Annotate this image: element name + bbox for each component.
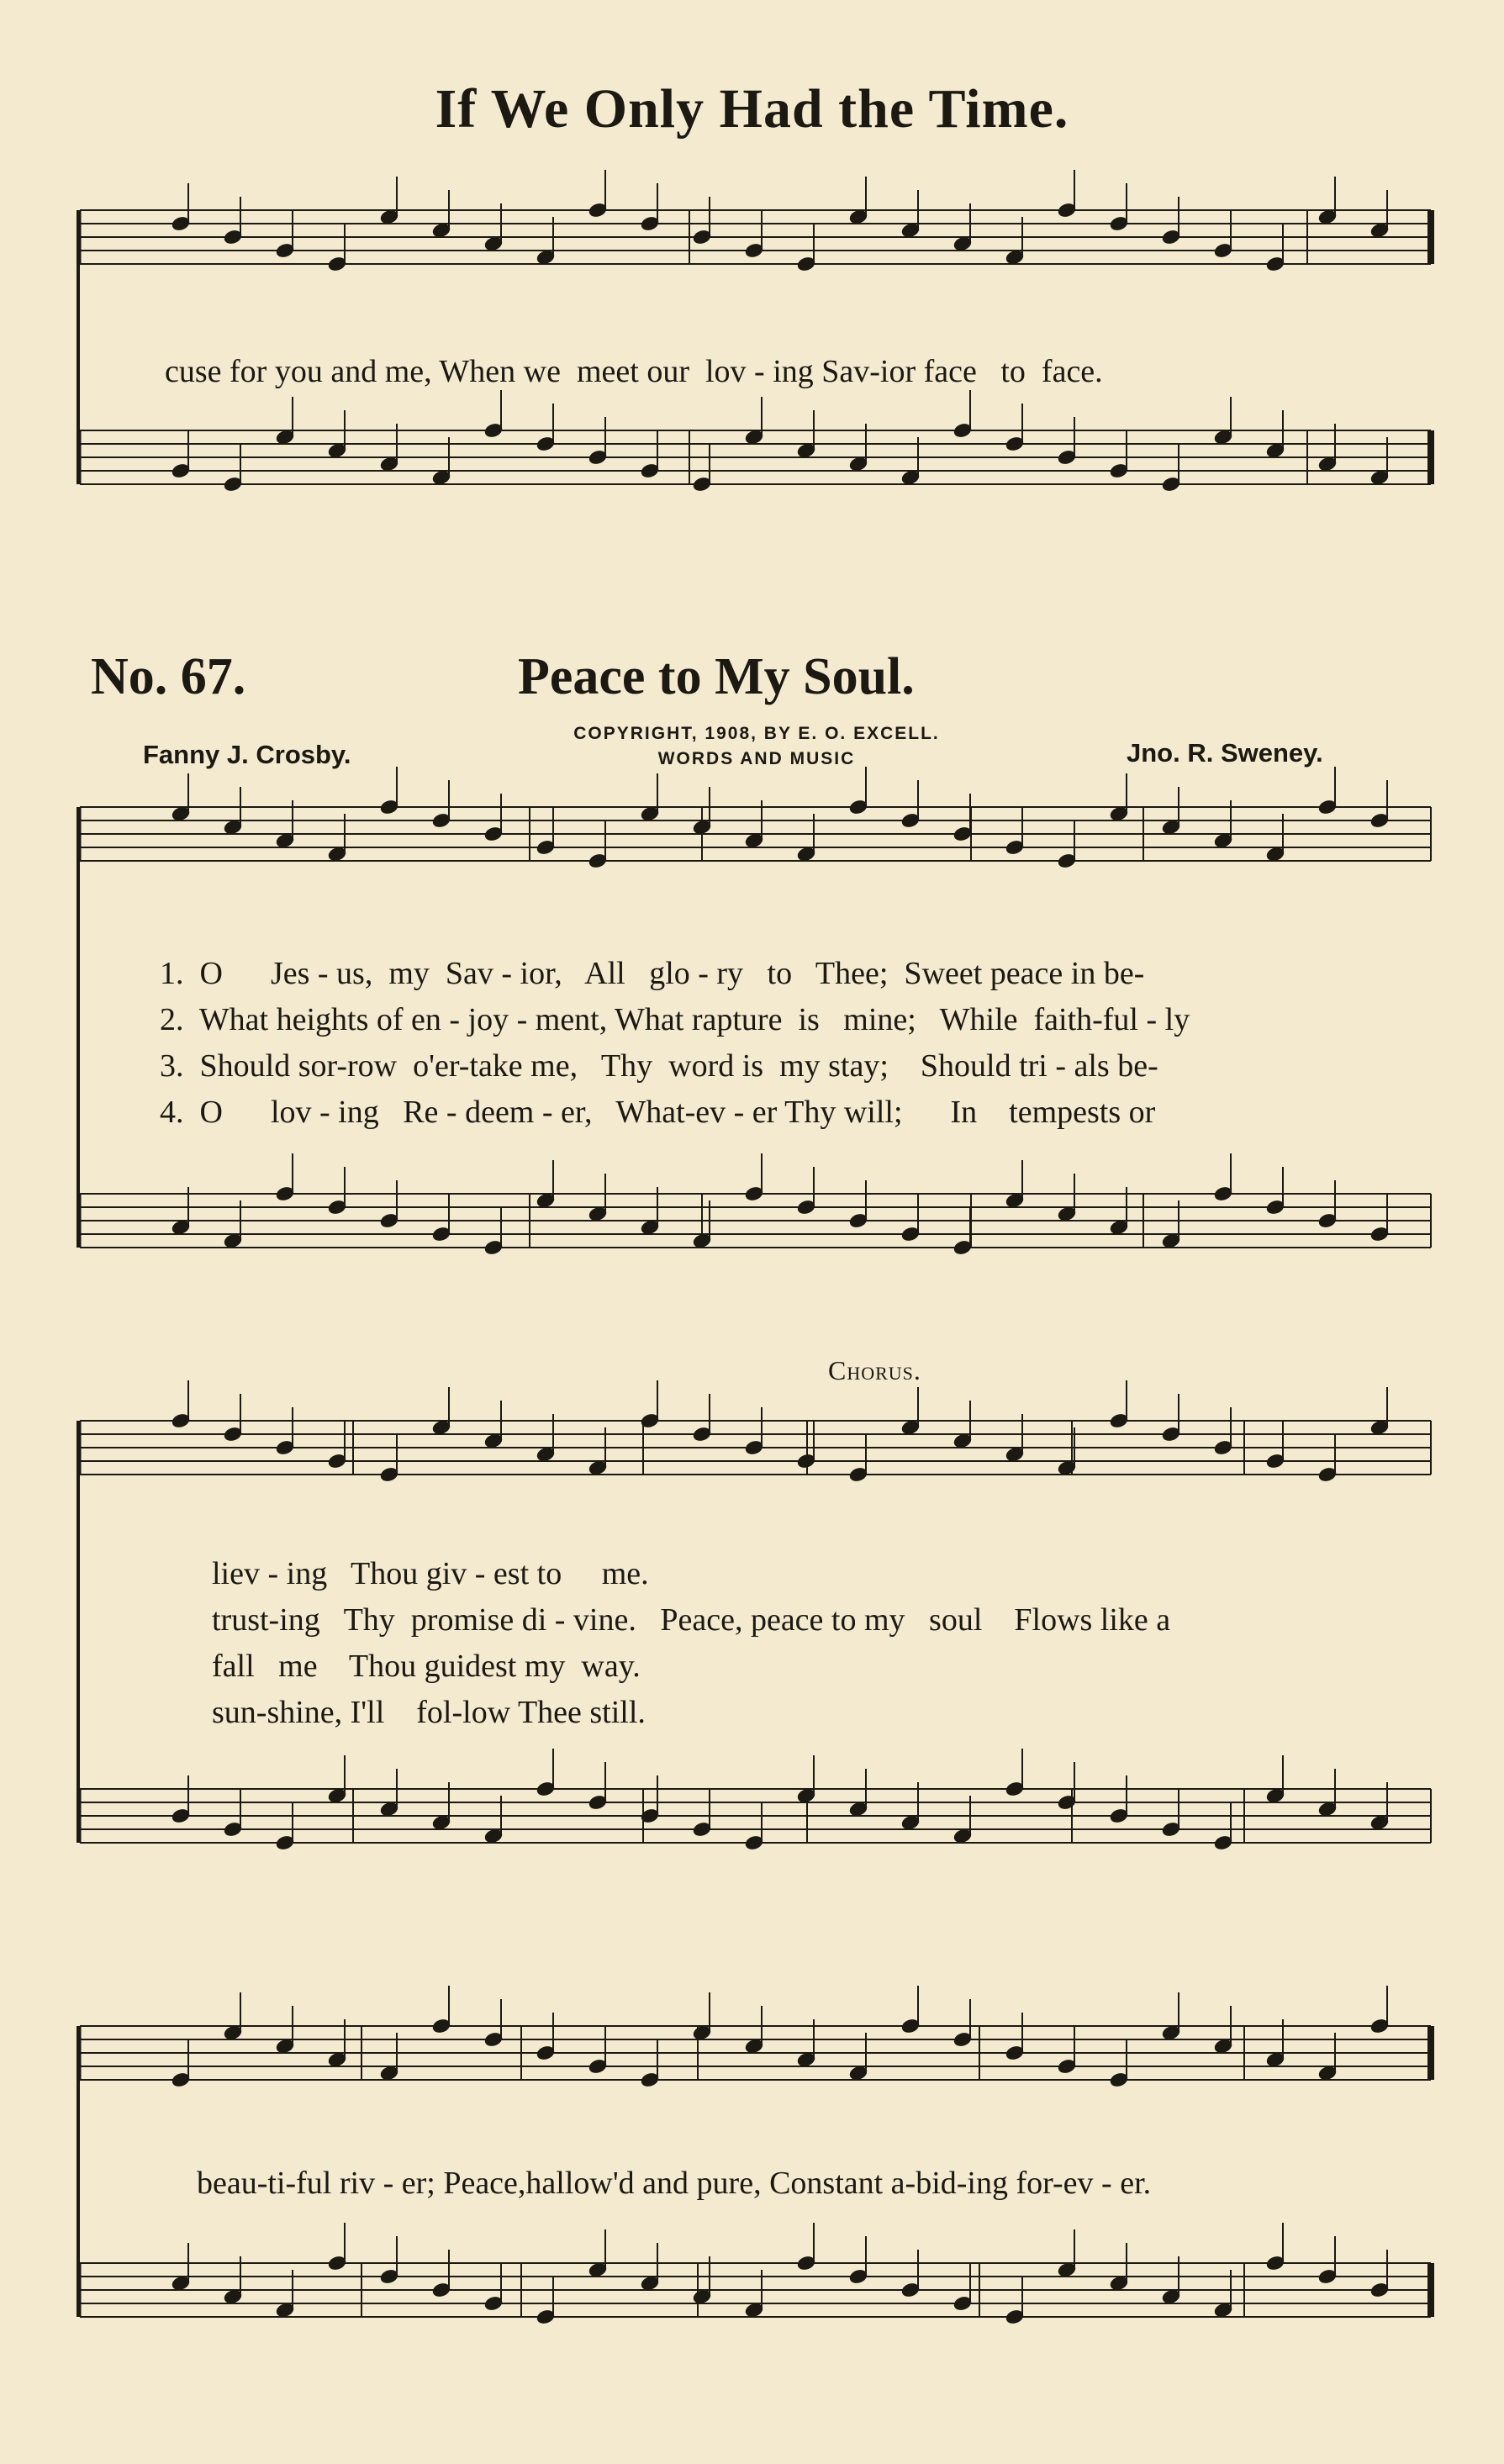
chorus-label: Chorus. <box>828 1355 921 1385</box>
verse-line-1: 1. O Jes - us, my Sav - ior, All glo - ry to Thee; Sweet peace in be- <box>160 956 1145 991</box>
copyright-line: COPYRIGHT, 1908, BY E. O. EXCELL. <box>573 724 940 743</box>
verse-line-4: 4. O lov - ing Re - deem - er, What-ev - er Thy will; In tempests or <box>160 1095 1156 1130</box>
composer: Jno. R. Sweney. <box>1127 738 1323 768</box>
previous-hymn-lyric: cuse for you and me, When we meet our lov - ing Sav-ior face to face. <box>165 354 1103 389</box>
verse-cont-3: fall me Thou guidest my way. <box>212 1649 641 1684</box>
verse-cont-1: liev - ing Thou giv - est to me. <box>212 1556 649 1591</box>
verse-line-2: 2. What heights of en - joy - ment, What rapture is mine; While faith-ful - ly <box>160 1002 1190 1037</box>
previous-hymn-title: If We Only Had the Time. <box>435 78 1069 140</box>
verse-cont-4: sun-shine, I'll fol-low Thee still. <box>212 1695 646 1730</box>
copyright-line: WORDS AND MUSIC <box>657 749 856 768</box>
verse-cont-2: trust-ing Thy promise di - vine. Peace, peace to my soul Flows like a <box>212 1602 1171 1638</box>
hymn-number: No. 67. <box>91 648 246 705</box>
copyright <box>538 721 975 772</box>
author: Fanny J. Crosby. <box>143 740 351 769</box>
chorus-final-lyric: beau-ti-ful riv - er; Peace,hallow'd and pure, Constant a-bid-ing for-ev - er. <box>197 2166 1152 2201</box>
hymn-title: Peace to My Soul. <box>518 648 915 705</box>
verse-line-3: 3. Should sor-row o'er-take me, Thy word is my stay; Should tri - als be- <box>160 1048 1158 1084</box>
